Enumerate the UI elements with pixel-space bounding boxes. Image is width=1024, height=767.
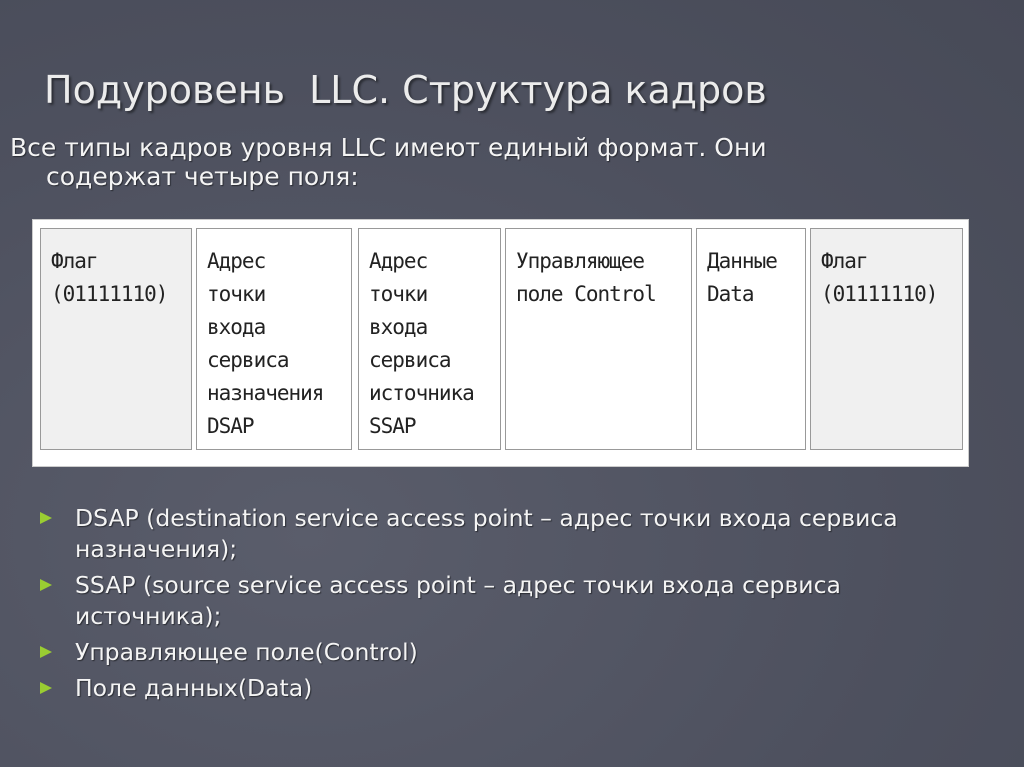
frame-structure-table [33,220,968,466]
bullet-item [40,570,940,632]
intro-text [10,133,1010,191]
bullet-list [40,503,940,709]
bullet-text: Управляющее поле(Control) [75,638,418,666]
bullet-item [40,503,940,565]
bullet-text: Поле данных(Data) [75,674,313,702]
slide-title: Подуровень LLC. Структура кадров [44,68,767,112]
intro-line-2: содержат четыре поля: [46,162,359,191]
field-control: Управляющее поле Control [505,228,692,450]
arrow-bullet-icon [40,579,52,591]
intro-line-1: Все типы кадров уровня LLC имеют единый формат. Они [10,133,767,162]
bullet-text: SSAP (source service access point – адрес точки входа сервиса источника); [75,571,841,630]
field-data: Данные Data [696,228,806,450]
arrow-bullet-icon [40,512,52,524]
bullet-item [40,673,940,704]
arrow-bullet-icon [40,682,52,694]
bullet-text: DSAP (destination service access point – адрес точки входа сервиса назначения); [75,504,898,563]
field-flag-end: Флаг (01111110) [810,228,963,450]
field-dsap: Адрес точки входа сервиса назначения DSAP [196,228,352,450]
field-ssap: Адрес точки входа сервиса источника SSAP [358,228,501,450]
arrow-bullet-icon [40,646,52,658]
bullet-item [40,637,940,668]
field-flag-start: Флаг (01111110) [40,228,192,450]
